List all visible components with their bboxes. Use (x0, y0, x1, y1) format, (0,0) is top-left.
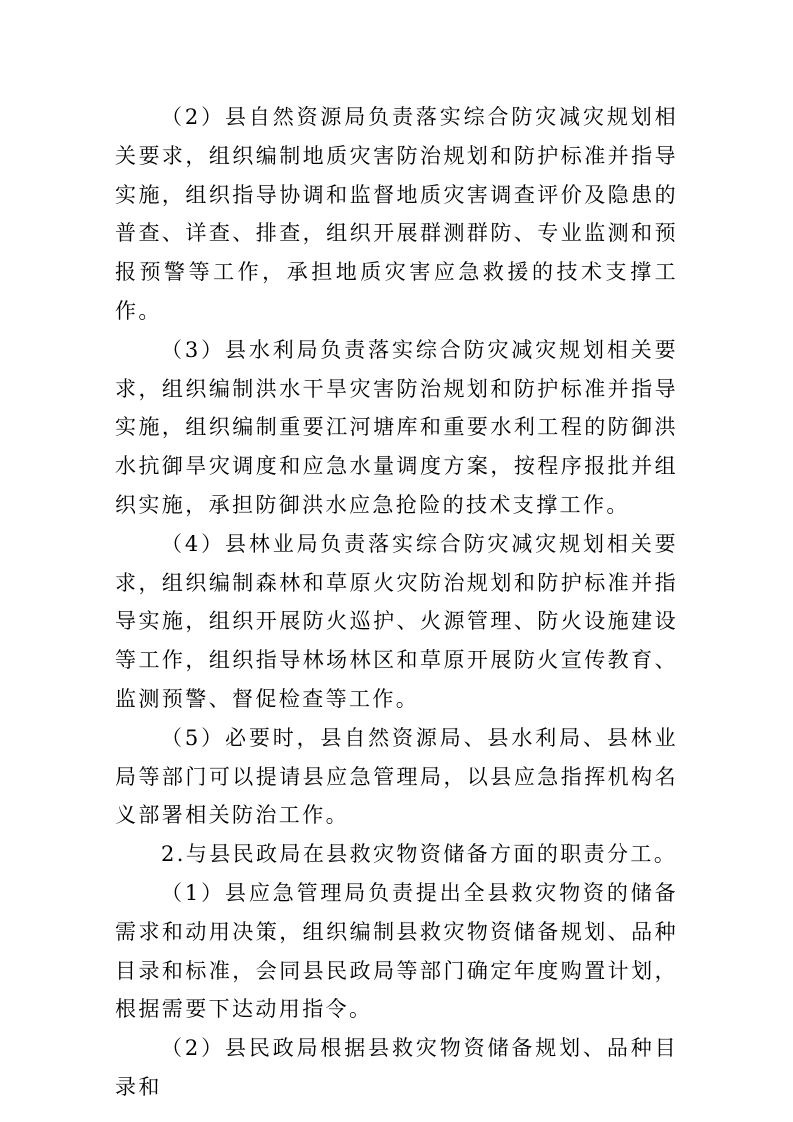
paragraph-emergency-management: （1）县应急管理局负责提出全县救灾物资的储备需求和动用决策，组织编制县救灾物资储备规划、品种目录和标准，会同县民政局等部门确定年度购置计划，根据需要下达动用指令。 (115, 880, 678, 1022)
paragraph-when-necessary: （5）必要时，县自然资源局、县水利局、县林业局等部门可以提请县应急管理局，以县应急指挥机构名义部署相关防治工作。 (115, 725, 678, 828)
paragraph-water-resources: （3）县水利局负责落实综合防灾减灾规划相关要求，组织编制洪水干旱灾害防治规划和防护标准并指导实施，组织编制重要江河塘库和重要水利工程的防御洪水抗御旱灾调度和应急水量调度方案，按程序报批并组织实施，承担防御洪水应急抢险的技术支撑工作。 (115, 337, 678, 517)
paragraph-forestry: （4）县林业局负责落实综合防灾减灾规划相关要求，组织编制森林和草原火灾防治规划和防护标准并指导实施，组织开展防火巡护、火源管理、防火设施建设等工作，组织指导林场林区和草原开展防火宣传教育、监测预警、督促检查等工作。 (115, 531, 678, 711)
section-heading-civil-affairs: 2.与县民政局在县救灾物资储备方面的职责分工。 (161, 842, 678, 867)
paragraph-natural-resources: （2）县自然资源局负责落实综合防灾减灾规划相关要求，组织编制地质灾害防治规划和防护标准并指导实施，组织指导协调和监督地质灾害调查评价及隐患的普查、详查、排查，组织开展群测群防、专业监测和预报预警等工作，承担地质灾害应急救援的技术支撑工作。 (115, 105, 678, 323)
paragraph-civil-affairs: （2）县民政局根据县救灾物资储备规划、品种目录和 (115, 1036, 678, 1099)
